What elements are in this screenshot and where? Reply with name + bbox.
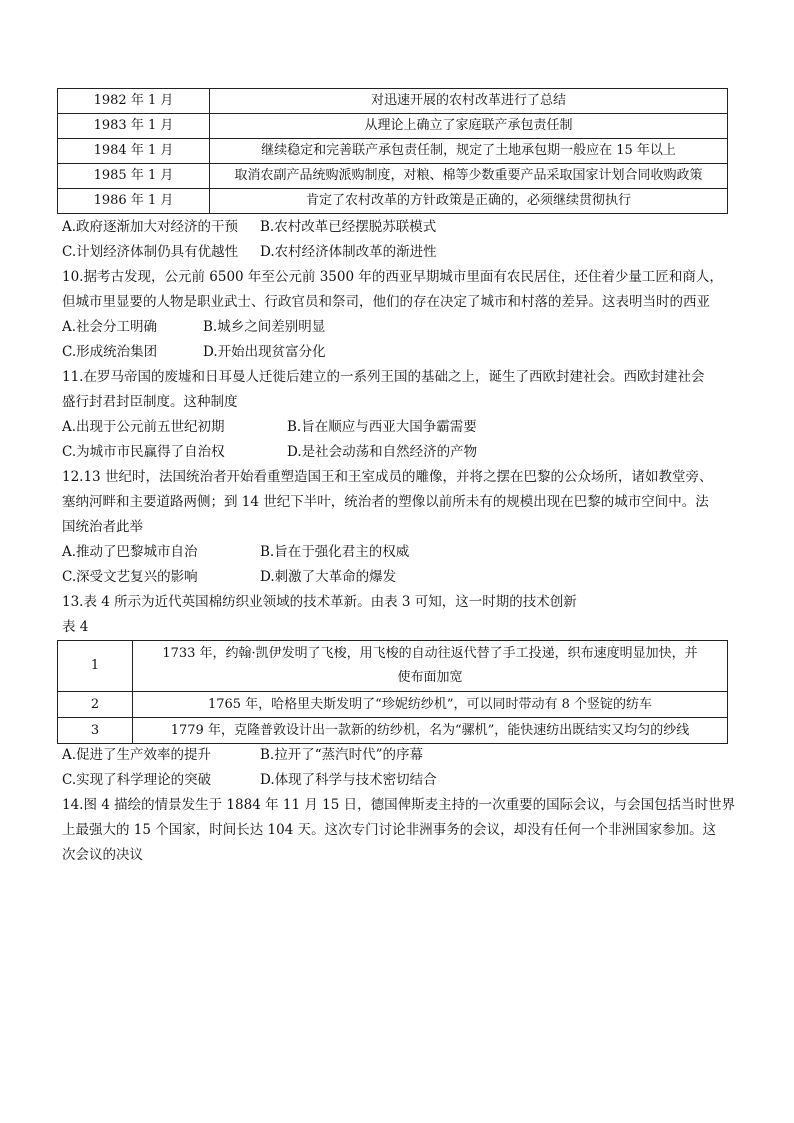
table-row [58,189,728,214]
q11-option-b: B.旨在顺应与西亚大国争霸需要 [287,419,477,435]
table-cell-content: 对迅速开展的农村改革进行了总结 [210,89,728,114]
reform-table [57,88,728,214]
q14-stem-line: 14.图 4 描绘的情景发生于 1884 年 11 月 15 日，德国俾斯麦主持的一次重要的国际会议，与会国包括当时世界 [62,797,736,813]
q11-stem-line: 盛行封君封臣制度。这种制度 [62,394,238,410]
q10-option-d: D.开始出现贫富分化 [203,344,326,360]
q12-stem-line: 12.13 世纪时，法国统治者开始看重塑造国王和王室成员的雕像，并将之摆在巴黎的公众场所，诸如教堂旁、 [62,469,713,485]
q11-option-d: D.是社会动荡和自然经济的产物 [287,444,478,460]
table-row [58,692,728,718]
q12-stem-line: 塞纳河畔和主要道路两侧；到 14 世纪下半叶，统治者的塑像以前所未有的规模出现在巴黎的城市空间中。法 [62,494,709,510]
q14-stem-line: 上最强大的 15 个国家，时间长达 104 天。这次专门讨论非洲事务的会议，却没有任何一个非洲国家参加。这 [62,822,717,838]
table-cell-date: 1986 年 1 月 [58,189,210,214]
q12-stem-line: 国统治者此举 [62,519,143,535]
table-cell-content: 1779 年，克隆普敦设计出一款新的纺纱机，名为“骡机”，能快速纺出既结实又均匀的纱线 [133,718,728,744]
q13-option-b: B.拉开了“蒸汽时代”的序幕 [260,747,424,763]
q12-option-c: C.深受文艺复兴的影响 [62,569,198,585]
table-cell-date: 1982 年 1 月 [58,89,210,114]
q10-option-a: A.社会分工明确 [62,319,158,335]
table-cell-text: 1733 年，约翰·凯伊发明了飞梭，用飞梭的自动往返代替了手工投递，织布速度明显加快，并 [162,646,698,661]
table-cell-content: 肯定了农村改革的方针政策是正确的，必须继续贯彻执行 [210,189,728,214]
q10-option-b: B.城乡之间差别明显 [203,319,326,335]
q14-stem-line: 次会议的决议 [62,847,143,863]
q13-option-c: C.实现了科学理论的突破 [62,772,212,788]
table-row [58,641,728,692]
q13-stem-line: 13.表 4 所示为近代英国棉纺织业领域的技术革新。由表 3 可知，这一时期的技术创新 [62,594,577,610]
q9-option-d: D.农村经济体制改革的渐进性 [260,244,437,260]
table-cell-content: 1765 年，哈格里夫斯发明了“珍妮纺纱机”，可以同时带动有 8 个竖锭的纺车 [133,692,728,718]
table-row [58,164,728,189]
table-cell-number: 1 [58,641,133,692]
q11-option-c: C.为城市市民赢得了自治权 [62,444,225,460]
table-row [58,114,728,139]
q10-option-c: C.形成统治集团 [62,344,158,360]
q13-option-d: D.体现了科学与技术密切结合 [260,772,437,788]
q9-option-a: A.政府逐渐加大对经济的干预 [62,219,239,235]
table-row [58,718,728,744]
q11-stem-line: 11.在罗马帝国的废墟和日耳曼人迁徙后建立的一系列王国的基础之上，诞生了西欧封建社会。西欧封建社会 [62,369,705,385]
q12-option-b: B.旨在于强化君主的权威 [260,544,410,560]
table-caption: 表 4 [62,619,89,635]
table-cell-date: 1983 年 1 月 [58,114,210,139]
table-cell-content [133,641,728,692]
table-cell-content: 继续稳定和完善联产承包责任制，规定了土地承包期一般应在 15 年以上 [210,139,728,164]
q12-option-d: D.刺激了大革命的爆发 [260,569,397,585]
q9-option-c: C.计划经济体制仍具有优越性 [62,244,239,260]
table-cell-content: 从理论上确立了家庭联产承包责任制 [210,114,728,139]
table-row [58,89,728,114]
table-cell-number: 3 [58,718,133,744]
q10-stem-line: 10.据考古发现，公元前 6500 年至公元前 3500 年的西亚早期城市里面有农民居住，还住着少量工匠和商人， [62,269,723,285]
table-cell-number: 2 [58,692,133,718]
q10-stem-line: 但城市里显要的人物是职业武士、行政官员和祭司，他们的存在决定了城市和村落的差异。这表明当时的西亚 [62,294,710,310]
q11-option-a: A.出现于公元前五世纪初期 [62,419,225,435]
table-row [58,139,728,164]
q12-option-a: A.推动了巴黎城市自治 [62,544,198,560]
textile-innovation-table [57,640,728,744]
q13-option-a: A.促进了生产效率的提升 [62,747,212,763]
table-cell-content: 取消农副产品统购派购制度，对粮、棉等少数重要产品采取国家计划合同收购政策 [210,164,728,189]
table-cell-date: 1985 年 1 月 [58,164,210,189]
table-cell-text: 使布面加宽 [397,670,463,685]
table-cell-date: 1984 年 1 月 [58,139,210,164]
q9-option-b: B.农村改革已经摆脱苏联模式 [260,219,437,235]
